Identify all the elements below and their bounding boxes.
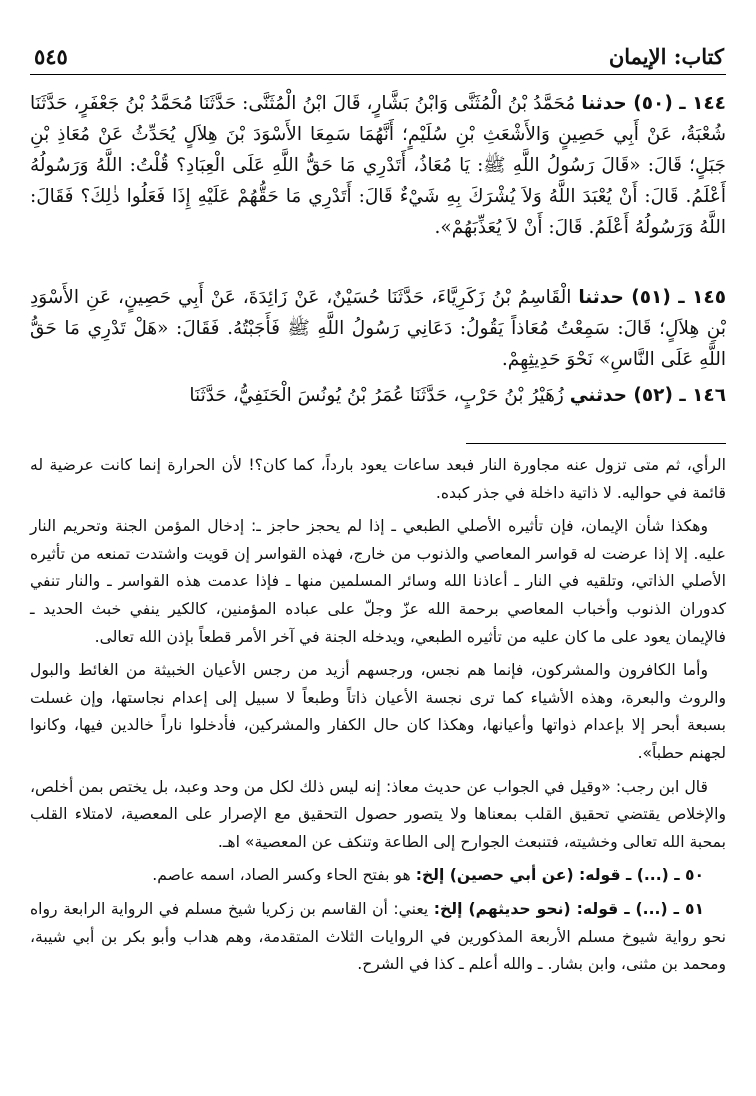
hadith-number: ١٤٤ ـ (٥٠) حدثنا [581,93,726,114]
footnote-label: ٥٠ ـ (...) ـ قوله: (عن أبي حصين) إلخ: [415,866,704,885]
hadith-text: زُهَيْرُ بْنُ حَرْبٍ، حَدَّثَنَا عُمَرُ بْنُ يُونُسَ الْحَنَفِيُّ، حَدَّثَنَا [189,385,564,406]
page-header [30,40,726,74]
page [30,0,726,1096]
chapter-title: كتاب: الإيمان [608,44,724,69]
footnote-51 [30,896,726,979]
commentary [30,452,726,985]
hadith-145 [30,282,726,375]
hadith-text: مُحَمَّدُ بْنُ الْمُثَنَّى وَابْنُ بَشَّارٍ، قَالَ ابْنُ الْمُثَنَّى: حَدَّثَنَا مُحَمَّدُ بْنُ جَعْفَرٍ، حَدَّثَنَا شُعْبَةُ، عَنْ أَبِي حَصِينٍ وَالأَشْعَثِ بْنِ سُلَيْمٍ؛ أَنَّهُمَا سَمِعَا الأَسْوَدَ بْنَ هِلاَلٍ يُحَدِّثُ عَنْ مُعَاذِ بْنِ جَبَلٍ؛ قَالَ: «قَالَ رَسُولُ اللَّهِ ﷺ: يَا مُعَاذُ، أَتَدْرِي مَا حَقُّ اللَّهِ عَلَى الْعِبَادِ؟ قُلْتُ: اللَّهُ وَرَسُولُهُ أَعْلَمُ. قَالَ: أَنْ يُعْبَدَ اللَّهُ وَلاَ يُشْرَكَ بِهِ شَيْءٌ قَالَ: أَتَدْرِي مَا حَقُّهُمْ عَلَيْهِ إِذَا فَعَلُوا ذٰلِكَ؟ فَقَالَ: اللَّهُ وَرَسُولُهُ أَعْلَمُ. قَالَ: أَنْ لاَ يُعَذِّبَهُمْ». [30,93,726,238]
commentary-paragraph: وأما الكافرون والمشركون، فإنما هم نجس، ورجسهم أزيد من رجس الأعيان الخبيثة من الغائط والبول والروث والبعرة، وهذه الأشياء كما ترى نجسة الأعيان ذاتاً وطبعاً لا سبيل إلى إعدام نجاستها، وإن غسلت بسبعة أبحر إلا بإعدام ذواتها وأعيانها، وهكذا كان حال الكفار والمشركين، فأدخلوا ناراً خالدين فيها، وكانوا لجهنم حطباً». [30,661,726,762]
hadith-number: ١٤٥ ـ (٥١) حدثنا [578,287,726,308]
page-number: ٥٤٥ [34,44,68,69]
commentary-paragraph: قال ابن رجب: «وقيل في الجواب عن حديث معاذ: إنه ليس ذلك لكل من وحد وعبد، بل يختص بمن أخلص، والإخلاص يقتضي تحقيق القلب بمعناها ولا يتصور حصول التحقيق مع الإصرار على المعصية، لامتلاء القلب بمحبة الله تعالى وخشيته، فتنبعث الجوارح إلى الطاعة وتنكف عن المعصية» اهـ. [30,777,726,851]
footnote-text: يعني: أن القاسم بن زكريا شيخ مسلم في الرواية الرابعة رواه نحو رواية شيوخ مسلم الأربعة المذكورين في الروايات الثلاث المتقدمة، وهم هداب وأبو بكر بن أبي شيبة، ومحمد بن مثنى، وابن بشار. ـ والله أعلم ـ كذا في الشرح. [30,899,726,974]
footnote-text: هو بفتح الحاء وكسر الصاد، اسمه عاصم. [152,866,411,885]
hadith-number: ١٤٦ ـ (٥٢) حدثني [569,385,726,406]
footnote-separator [466,443,726,444]
hadith-146 [30,380,726,411]
hadith-144 [30,88,726,243]
commentary-paragraph: وهكذا شأن الإيمان، فإن تأثيره الأصلي الطبعي ـ إذا لم يحجز حاجز ـ: إدخال المؤمن الجنة وتحريم النار عليه. إلا إذا عرضت له قواسر المعاصي والذنوب من خارج، فهذه القواسر إن قويت واشتدت تمنعه من تأثيره الأصلي الذاتي، وتلقيه في النار ـ أعاذنا الله وسائر المسلمين منها ـ فإذا عدمت هذه القواسر ـ والنار تنفي كدوران الذنوب وأخباب المعاصي برحمة الله عزّ وجلّ على عباده المؤمنين، كالكير ينفي خبث الحديد ـ فالإيمان يعود على ما كان عليه من تأثيره الطبعي، ويدخله الجنة في آخر الأمر قطعاً بإذن الله تعالى. [30,517,726,646]
header-rule [30,74,726,75]
footnote-label: ٥١ ـ (...) ـ قوله: (نحو حديثهم) إلخ: [433,899,704,918]
commentary-paragraph: الرأي، ثم متى تزول عنه مجاورة النار فبعد ساعات يعود بارداً، كما كان؟! لأن الحرارة إنما كانت عرضية له قائمة في حواليه. لا ذاتية داخلة في جذر كبده. [30,456,726,502]
footnote-50 [30,862,726,890]
hadith-text: الْقَاسِمُ بْنُ زَكَرِيَّاءَ، حَدَّثَنَا حُسَيْنٌ، عَنْ زَائِدَةَ، عَنْ أَبِي حَصِينٍ، عَنِ الأَسْوَدِ بْنِ هِلاَلٍ؛ قَالَ: سَمِعْتُ مُعَاذاً يَقُولُ: دَعَانِي رَسُولُ اللَّهِ ﷺ فَأَجَبْتُهُ. فَقَالَ: «هَلْ تَدْرِي مَا حَقُّ اللَّهِ عَلَى النَّاسِ» نَحْوَ حَدِيثِهِمْ. [30,287,726,370]
